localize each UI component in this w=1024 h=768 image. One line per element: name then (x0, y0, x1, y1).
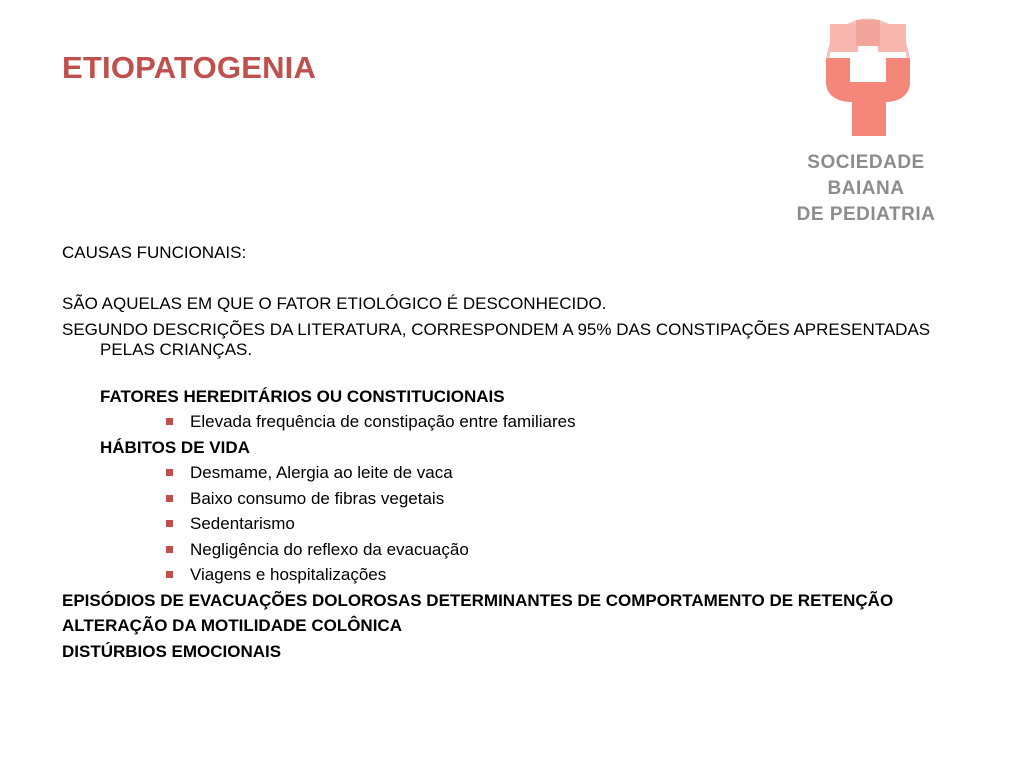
logo-line: DE PEDIATRIA (796, 204, 936, 225)
cross-icon (790, 18, 950, 148)
list-item-text: Desmame, Alergia ao leite de vaca (190, 463, 453, 482)
section-heading-hereditary: FATORES HEREDITÁRIOS OU CONSTITUCIONAIS (100, 386, 505, 406)
list-item-text: Viagens e hospitalizações (190, 565, 387, 584)
bullet-square-icon (166, 520, 173, 527)
list-item-text: Baixo consumo de fibras vegetais (190, 488, 445, 508)
closing-point: ALTERAÇÃO DA MOTILIDADE COLÔNICA (62, 616, 402, 635)
list-item-text: Negligência do reflexo da evacuação (190, 539, 469, 559)
bullet-square-icon (166, 495, 173, 502)
body-paragraph: SEGUNDO DESCRIÇÕES DA LITERATURA, CORRESPONDEM A 95% DAS CONSTIPAÇÕES APRESENTADAS PELAS CRIANÇAS. (62, 319, 931, 359)
bullet-square-icon (166, 546, 173, 553)
closing-point: EPISÓDIOS DE EVACUAÇÕES DOLOROSAS DETERMINANTES DE COMPORTAMENTO DE RETENÇÃO (62, 590, 894, 610)
bullet-square-icon (166, 418, 173, 425)
list-item (62, 537, 962, 563)
list-item (62, 409, 962, 435)
list-item-text: Elevada frequência de constipação entre familiares (190, 412, 576, 431)
logo-text (790, 150, 942, 228)
list-item (62, 460, 962, 486)
body-heading: CAUSAS FUNCIONAIS: (62, 243, 247, 262)
list-item (62, 511, 962, 537)
list-item (62, 562, 962, 588)
list-item-text: Sedentarismo (190, 514, 295, 533)
closing-point: DISTÚRBIOS EMOCIONAIS (62, 641, 282, 661)
bullet-square-icon (166, 571, 173, 578)
slide-title: ETIOPATOGENIA (62, 50, 317, 85)
bullet-square-icon (166, 469, 173, 476)
logo-line: BAIANA (827, 178, 905, 199)
logo-line: SOCIEDADE (807, 152, 925, 173)
slide-body (62, 240, 962, 664)
section-heading-lifestyle: HÁBITOS DE VIDA (100, 437, 250, 457)
body-paragraph: SÃO AQUELAS EM QUE O FATOR ETIOLÓGICO É DESCONHECIDO. (62, 294, 607, 313)
society-logo (790, 18, 950, 228)
list-item (62, 486, 962, 512)
